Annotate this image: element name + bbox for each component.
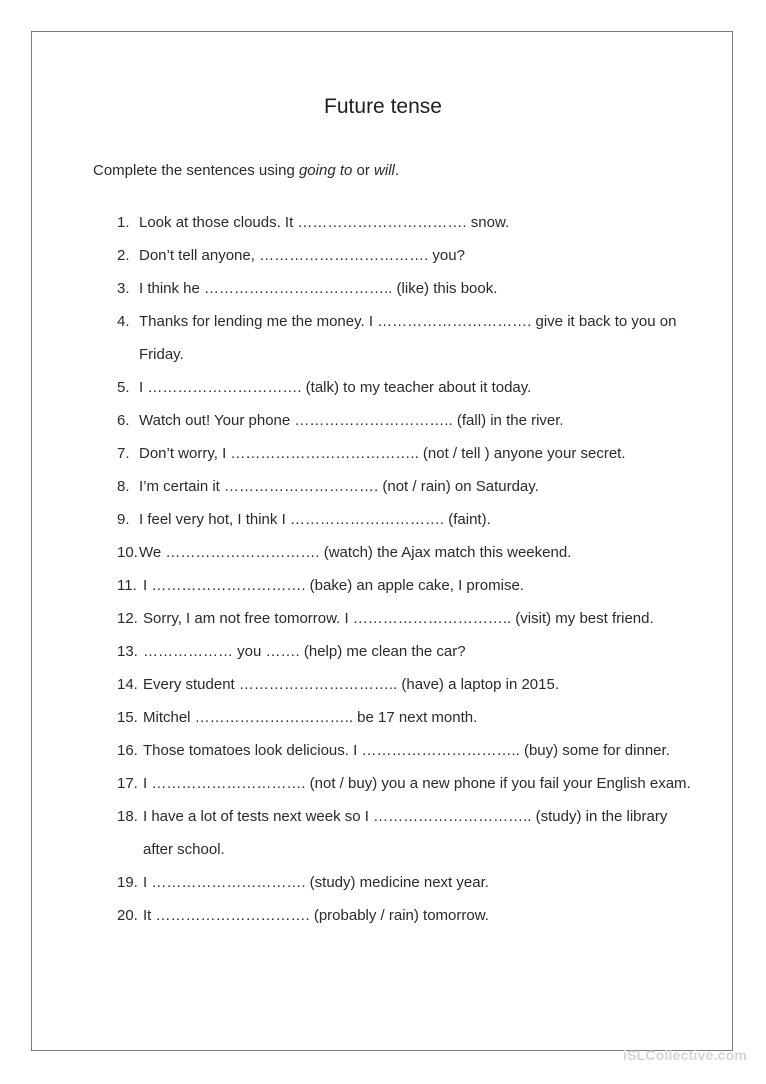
item-number: 3.: [117, 280, 130, 297]
item-number: 16.: [117, 742, 138, 759]
item-number: 13.: [117, 643, 138, 660]
item-sentence: I …………………………. (talk) to my teacher about it today.: [139, 379, 532, 396]
exercise-item-17: [117, 767, 697, 800]
exercise-item-19: [117, 866, 697, 899]
exercise-item-1: [117, 206, 697, 239]
item-number: 1.: [117, 214, 130, 231]
exercise-item-2: [117, 239, 697, 272]
item-number: 20.: [117, 907, 138, 924]
instruction-prefix: Complete the sentences using: [93, 162, 299, 179]
item-number: 8.: [117, 478, 130, 495]
item-sentence: I’m certain it …………………………. (not / rain) on Saturday.: [139, 478, 539, 495]
item-number: 12.: [117, 610, 138, 627]
item-number: 6.: [117, 412, 130, 429]
item-number: 10.: [117, 544, 138, 561]
item-sentence: I …………………………. (bake) an apple cake, I promise.: [143, 577, 524, 594]
item-sentence: I feel very hot, I think I …………………………. (faint).: [139, 511, 491, 528]
instruction-option-going-to: going to: [298, 162, 353, 179]
exercise-item-10: [117, 536, 697, 569]
item-sentence: ……………… you ……. (help) me clean the car?: [143, 643, 466, 660]
item-number: 15.: [117, 709, 138, 726]
exercise-item-20: [117, 899, 697, 932]
instruction-connector: or: [352, 162, 375, 179]
item-sentence: Don’t tell anyone, ……………………………. you?: [139, 247, 465, 264]
item-sentence: I …………………………. (study) medicine next year.: [143, 874, 489, 891]
exercise-item-13: [117, 635, 697, 668]
exercise-item-18: [117, 800, 697, 866]
instruction-option-will: will: [374, 162, 395, 179]
item-number: 17.: [117, 775, 138, 792]
exercise-item-3: [117, 272, 697, 305]
item-sentence: Thanks for lending me the money. I …………………………. give it back to you on Friday.: [139, 313, 677, 363]
exercise-list: [117, 206, 697, 932]
exercise-item-16: [117, 734, 697, 767]
item-number: 2.: [117, 247, 130, 264]
exercise-item-11: [117, 569, 697, 602]
item-number: 5.: [117, 379, 130, 396]
exercise-item-8: [117, 470, 697, 503]
item-sentence: Sorry, I am not free tomorrow. I ………………………….. (visit) my best friend.: [143, 610, 654, 627]
item-sentence: Don’t worry, I ……………………………….. (not / tell ) anyone your secret.: [139, 445, 626, 462]
exercise-item-5: [117, 371, 697, 404]
item-number: 7.: [117, 445, 130, 462]
item-sentence: Those tomatoes look delicious. I ………………………….. (buy) some for dinner.: [143, 742, 670, 759]
exercise-item-15: [117, 701, 697, 734]
item-sentence: I …………………………. (not / buy) you a new phone if you fail your English exam.: [143, 775, 691, 792]
exercise-item-6: [117, 404, 697, 437]
item-sentence: We …………………………. (watch) the Ajax match this weekend.: [139, 544, 572, 561]
exercise-item-4: [117, 305, 697, 371]
item-sentence: It …………………………. (probably / rain) tomorrow.: [143, 907, 489, 924]
item-sentence: Look at those clouds. It ……………………………. snow.: [139, 214, 510, 231]
item-number: 18.: [117, 808, 138, 825]
item-number: 9.: [117, 511, 130, 528]
item-sentence: I think he ……………………………….. (like) this book.: [139, 280, 498, 297]
instruction-suffix: .: [394, 162, 400, 179]
exercise-item-7: [117, 437, 697, 470]
exercise-item-12: [117, 602, 697, 635]
item-sentence: I have a lot of tests next week so I ………………………….. (study) in the library after school.: [143, 808, 668, 858]
exercise-item-9: [117, 503, 697, 536]
item-sentence: Every student ………………………….. (have) a laptop in 2015.: [143, 676, 559, 693]
item-number: 11.: [117, 577, 137, 594]
worksheet-title: Future tense: [324, 95, 442, 118]
exercise-item-14: [117, 668, 697, 701]
item-sentence: Mitchel ………………………….. be 17 next month.: [143, 709, 478, 726]
watermark: iSLCollective.com: [623, 1047, 747, 1063]
item-sentence: Watch out! Your phone ………………………….. (fall) in the river.: [139, 412, 564, 429]
item-number: 4.: [117, 313, 130, 330]
item-number: 19.: [117, 874, 138, 891]
item-number: 14.: [117, 676, 138, 693]
instruction-text: [93, 162, 399, 179]
